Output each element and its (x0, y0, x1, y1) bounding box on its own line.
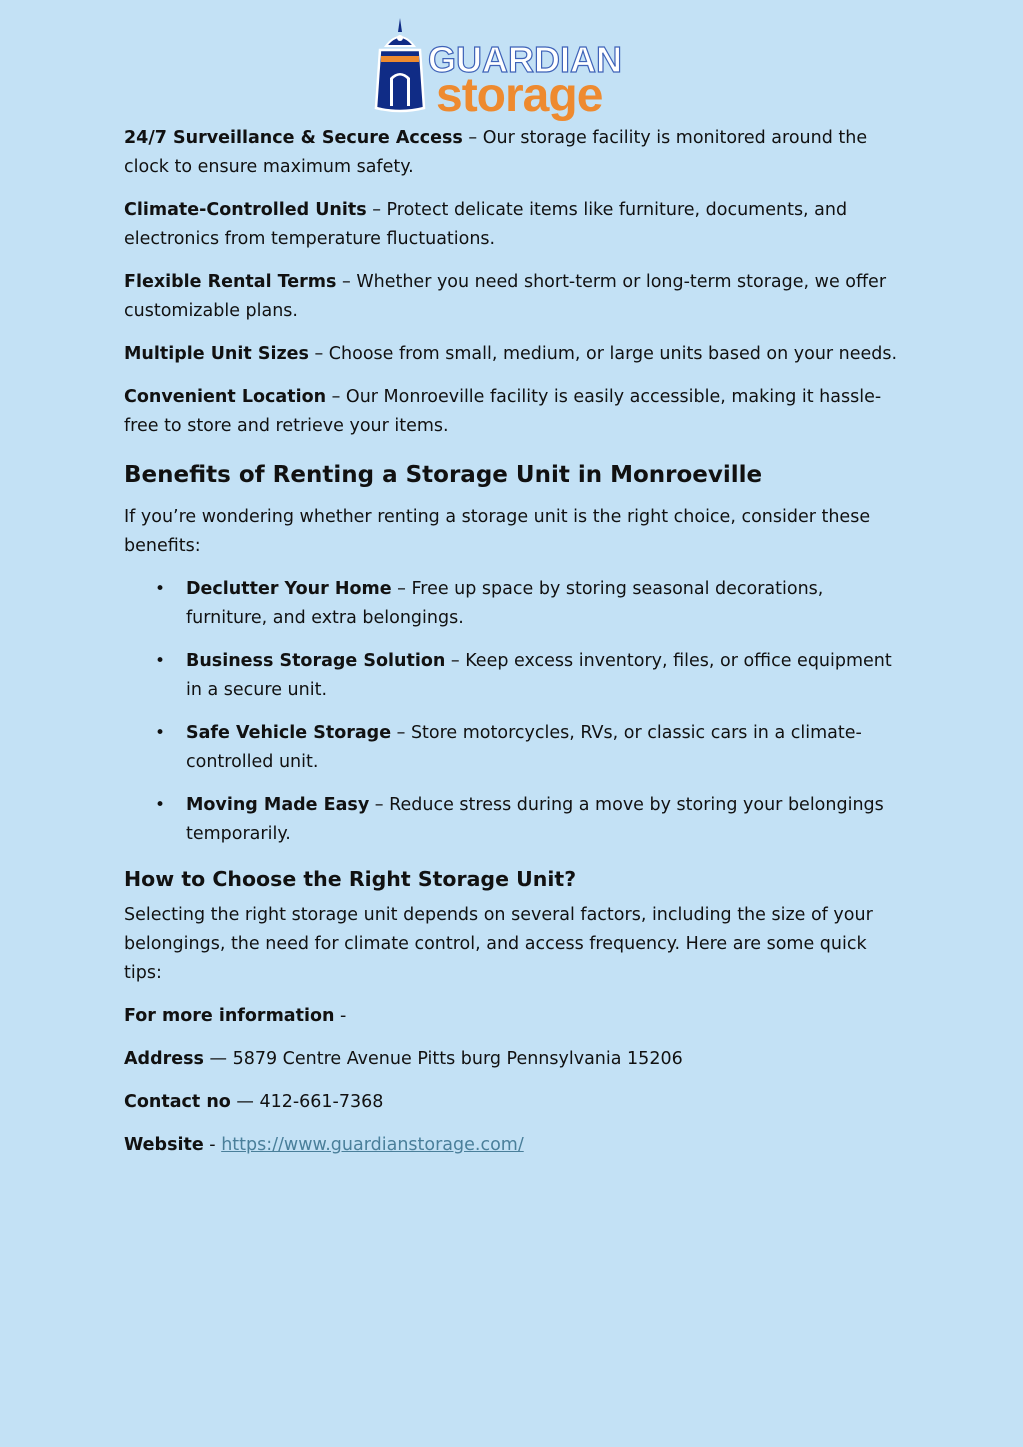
benefit-label: Business Storage Solution (186, 651, 446, 671)
feature-text: – Choose from small, medium, or large units based on your needs. (308, 344, 898, 364)
website-link[interactable]: https://www.guardianstorage.com/ (221, 1135, 524, 1155)
feature-text: – Our storage facility is monitored around the clock to ensure maximum safety. (124, 128, 868, 177)
list-item (186, 719, 899, 777)
more-info-label: For more information (124, 1006, 335, 1026)
address-value: — 5879 Centre Avenue Pitts burg Pennsylvania 15206 (203, 1049, 683, 1069)
benefit-label: Moving Made Easy (186, 795, 370, 815)
feature-label: Climate-Controlled Units (124, 200, 367, 220)
benefit-label: Safe Vehicle Storage (186, 723, 392, 743)
phone-value: — 412-661-7368 (230, 1092, 384, 1112)
feature-label: 24/7 Surveillance & Secure Access (124, 128, 463, 148)
guardian-storage-logo (372, 16, 662, 126)
website-separator: - (203, 1135, 222, 1155)
choose-heading: How to Choose the Right Storage Unit? (124, 867, 577, 891)
feature-text: – Our Monroeville facility is easily accessible, making it hassle-free to store and retrieve your items. (124, 387, 882, 436)
benefit-text: – Store motorcycles, RVs, or classic cars in a climate-controlled unit. (186, 723, 862, 772)
feature-climate (124, 196, 899, 254)
benefits-intro: If you’re wondering whether renting a storage unit is the right choice, consider these benefits: (124, 507, 871, 556)
feature-unit-sizes (124, 340, 899, 369)
feature-text: – Protect delicate items like furniture, documents, and electronics from temperature fluctuations. (124, 200, 848, 249)
benefit-text: – Keep excess inventory, files, or office equipment in a secure unit. (186, 651, 892, 700)
website-line (124, 1131, 899, 1160)
benefit-text: – Reduce stress during a move by storing your belongings temporarily. (186, 795, 884, 844)
feature-rental-terms (124, 268, 899, 326)
logo-wordmark-guardian: GUARDIAN (428, 39, 622, 80)
benefit-text: – Free up space by storing seasonal decorations, furniture, and extra belongings. (186, 579, 824, 628)
more-info-suffix: - (334, 1006, 347, 1026)
document-body (124, 124, 899, 1174)
feature-surveillance (124, 124, 899, 182)
feature-label: Convenient Location (124, 387, 327, 407)
feature-label: Flexible Rental Terms (124, 272, 337, 292)
benefits-list (124, 575, 899, 849)
feature-location (124, 383, 899, 441)
address-label: Address (124, 1049, 204, 1069)
more-info (124, 1002, 899, 1031)
tower-icon (372, 16, 434, 116)
list-item (186, 575, 899, 633)
list-item (186, 791, 899, 849)
list-item (186, 647, 899, 705)
benefit-label: Declutter Your Home (186, 579, 392, 599)
phone-line (124, 1088, 899, 1117)
feature-text: – Whether you need short-term or long-term storage, we offer customizable plans. (124, 272, 887, 321)
choose-text: Selecting the right storage unit depends on several factors, including the size of your belongings, the need for climate control, and access frequency. Here are some quick tips: (124, 905, 873, 983)
feature-label: Multiple Unit Sizes (124, 344, 309, 364)
benefits-heading: Benefits of Renting a Storage Unit in Monroeville (124, 462, 763, 488)
logo-wordmark-storage: storage (436, 69, 603, 122)
phone-label: Contact no (124, 1092, 231, 1112)
website-label: Website (124, 1135, 204, 1155)
address-line (124, 1045, 899, 1074)
